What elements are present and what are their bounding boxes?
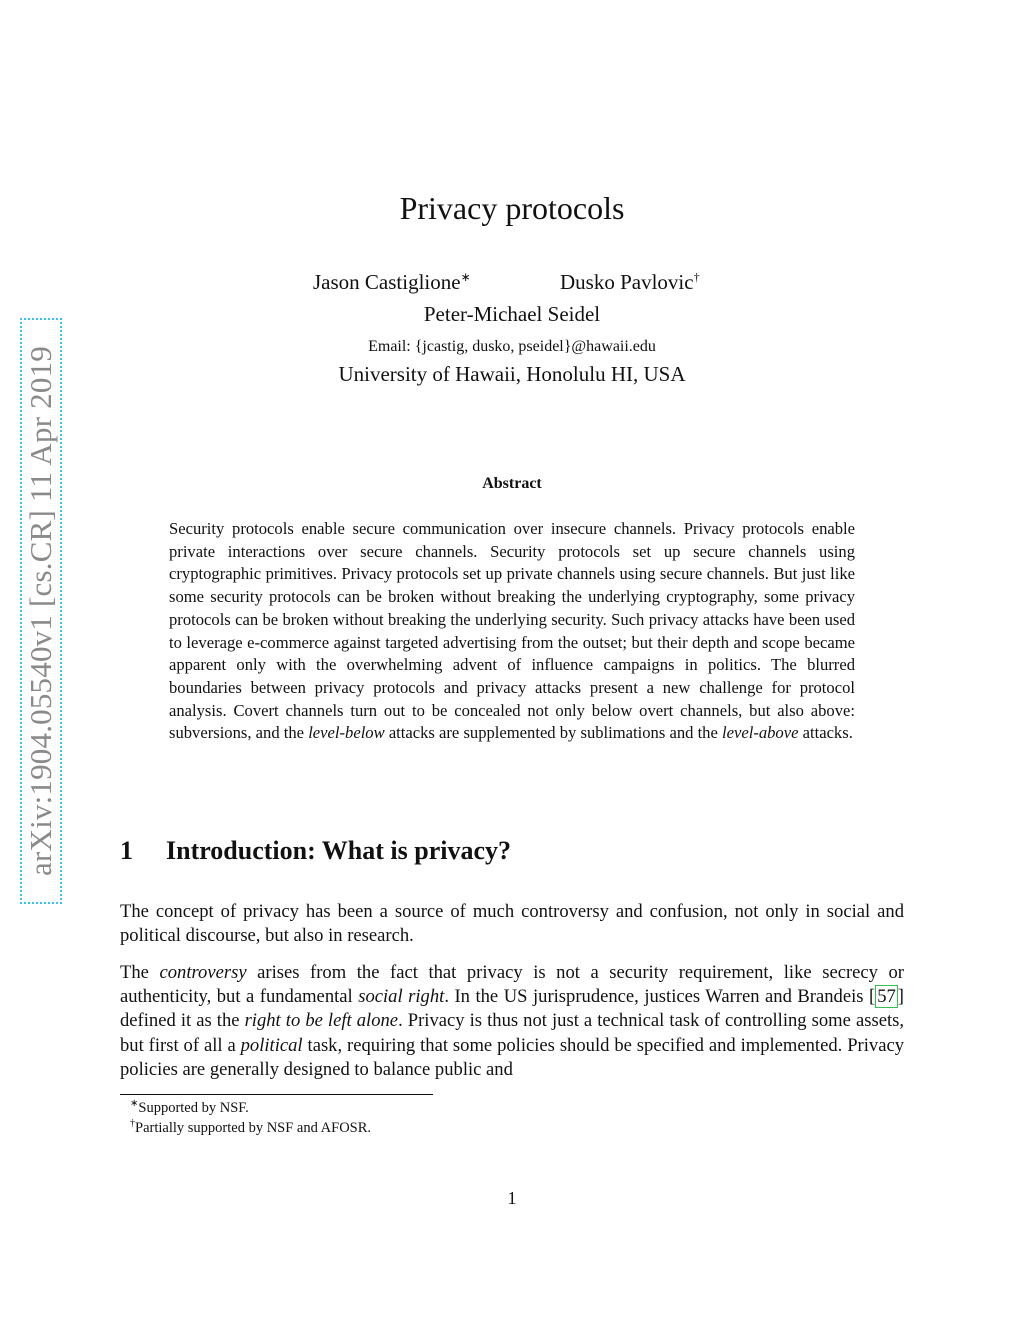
footnote-2	[130, 1118, 371, 1137]
arxiv-stamp	[20, 318, 62, 904]
section-heading	[120, 836, 511, 866]
abstract-heading: Abstract	[482, 475, 542, 492]
footnote-mark: ∗	[460, 270, 471, 284]
footnote-text: Supported by NSF.	[138, 1100, 249, 1116]
abstract-body	[169, 518, 855, 745]
paragraph-emphasis: right to be left alone	[244, 1010, 399, 1032]
footnote-divider	[120, 1094, 433, 1095]
body-paragraph: The concept of privacy has been a source of much controversy and confusion, not only in social and political discourse, but also in research.	[120, 901, 904, 947]
abstract-text: attacks are supplemented by sublimations and the	[384, 723, 722, 743]
footnote-1	[130, 1098, 249, 1117]
affiliation: University of Hawaii, Honolulu HI, USA	[338, 362, 686, 386]
abstract-text: Security protocols enable secure communication over insecure channels. Privacy protocols enable private interactions over secure channels. Security protocols set up secure channels using cryptographic primitives. Privacy protocols set up private channels using secure channels. But just like some security protocols can be broken without breaking the underlying cryptography, some privacy protocols can be broken without breaking the underlying security. Such privacy attacks have been used to leverage e-commerce against targeted advertising from the outset; but their depth and scope became apparent only with the overwhelming advent of influence campaigns in politics. The blurred boundaries between privacy protocols and privacy attacks present a new challenge for protocol analysis. Covert channels turn out to be concealed not only below overt channels, but also above: subversions, and the	[169, 519, 855, 743]
footnote-mark: †	[693, 270, 700, 284]
citation-link[interactable]: 57	[877, 986, 896, 1008]
author-name: Dusko Pavlovic	[560, 270, 694, 294]
footnote-mark: †	[130, 1118, 135, 1129]
page-number: 1	[507, 1188, 517, 1208]
paragraph-emphasis: political	[240, 1034, 303, 1056]
abstract-emphasis: level-above	[722, 723, 799, 743]
footnote-mark: ∗	[130, 1098, 139, 1109]
author-castiglione	[313, 270, 471, 295]
author-email: Email: {jcastig, dusko, pseidel}@hawaii.edu	[368, 338, 656, 355]
abstract-text: attacks.	[798, 723, 853, 743]
paragraph-text: The	[120, 962, 160, 983]
section-number: 1	[120, 836, 133, 865]
paragraph-emphasis: controversy	[159, 962, 247, 983]
arxiv-identifier: arXiv:1904.05540v1 [cs.CR] 11 Apr 2019	[23, 346, 58, 876]
paragraph-text: task, requiring that some policies should be specified and implemented. Privacy policies are generally designed to balance public and	[120, 1034, 905, 1080]
paragraph-text: ] defined it as the	[120, 986, 904, 1032]
section-title: Introduction: What is privacy?	[166, 836, 512, 865]
paragraph-emphasis: social right	[358, 986, 445, 1008]
paragraph-text: arises from the fact that privacy is not a security requirement, like secrecy or authenticity, but a fundamental	[120, 962, 904, 1008]
author-pavlovic	[560, 270, 700, 295]
body-paragraph	[120, 961, 904, 1082]
paragraph-text: . In the US jurisprudence, justices Warren and Brandeis [	[444, 986, 876, 1008]
paper-title: Privacy protocols	[399, 190, 625, 226]
abstract-emphasis: level-below	[308, 723, 385, 743]
paragraph-text: . Privacy is thus not just a technical task of controlling some assets, but first of all a	[120, 1010, 904, 1056]
author-name: Jason Castiglione	[313, 270, 461, 294]
footnote-text: Partially supported by NSF and AFOSR.	[135, 1120, 372, 1136]
author-seidel: Peter-Michael Seidel	[423, 302, 601, 326]
